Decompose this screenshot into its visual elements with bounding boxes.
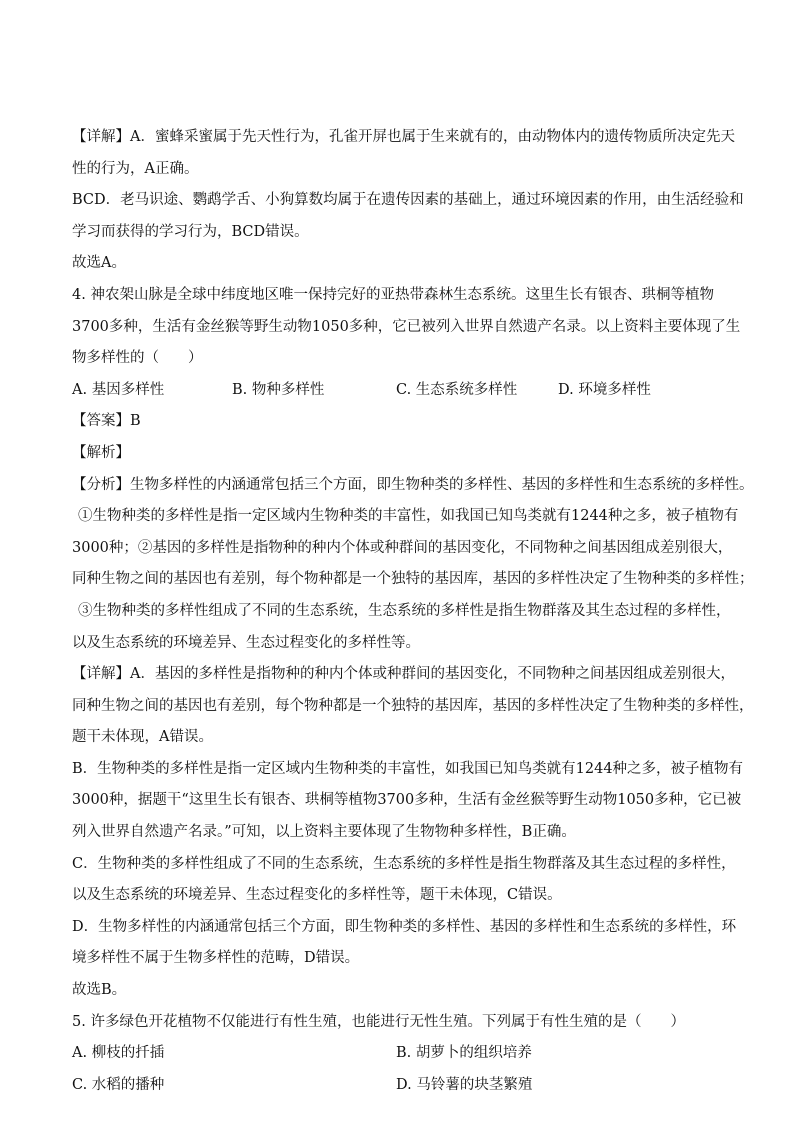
text-line: 列入世界自然遗产名录。”可知，以上资料主要体现了生物物种多样性，B正确。	[72, 824, 576, 841]
question-5-options-row-2	[72, 1070, 732, 1102]
option-c: C. 生态系统多样性	[396, 381, 518, 398]
option-b: B. 物种多样性	[232, 381, 325, 398]
text-line: 【分析】生物多样性的内涵通常包括三个方面，即生物种类的多样性、基因的多样性和生态系统的多样性。	[72, 476, 754, 493]
text-line: 故选B。	[72, 982, 127, 999]
text-line: BCD．老马识途、鹦鹉学舌、小狗算数均属于在遗传因素的基础上，通过环境因素的作用，由生活经验和	[72, 192, 744, 209]
text-line: 【详解】A．蜜蜂采蜜属于先天性行为，孔雀开屏也属于生来就有的，由动物体内的遗传物质所决定先天	[72, 129, 735, 145]
text-line: 3000种；②基因的多样性是指物种的种内个体或种群间的基因变化，不同物种之间基因组成差别很大，	[72, 539, 733, 556]
text-line: 以及生态系统的环境差异、生态过程变化的多样性等。	[72, 634, 420, 651]
option-c: C. 水稻的播种	[72, 1076, 165, 1093]
text-line: 同种生物之间的基因也有差别，每个物种都是一个独特的基因库，基因的多样性决定了生物种类的多样性，	[72, 697, 754, 714]
text-line: 学习而获得的学习行为，BCD错误。	[72, 223, 309, 240]
text-line: 3700多种，生活有金丝猴等野生动物1050多种，它已被列入世界自然遗产名录。以上资料主要体现了生	[72, 318, 741, 335]
text-line: 境多样性不属于生物多样性的范畴，D错误。	[72, 950, 360, 967]
text-line: B．生物种类的多样性是指一定区域内生物种类的丰富性，如我国已知鸟类就有1244种之多，被子植物有	[72, 760, 744, 777]
question-4-options	[72, 375, 732, 407]
text-line: D．生物多样性的内涵通常包括三个方面，即生物种类的多样性、基因的多样性和生态系统的多样性，环	[72, 918, 737, 935]
text-line: ③生物种类的多样性组成了不同的生态系统，生态系统的多样性是指生物群落及其生态过程的多样性，	[78, 602, 731, 619]
option-d: D. 环境多样性	[558, 381, 651, 398]
document-page	[72, 122, 754, 1101]
analysis-heading: 【解析】	[72, 444, 130, 461]
option-a: A. 柳枝的扦插	[72, 1045, 165, 1062]
option-a: A. 基因多样性	[72, 381, 165, 398]
text-line: 物多样性的（ ）	[72, 350, 203, 367]
text-line: 故选A。	[72, 255, 126, 272]
text-line: 以及生态系统的环境差异、生态过程变化的多样性等，题干未体现，C错误。	[72, 887, 562, 904]
text-line: 性的行为，A正确。	[72, 160, 199, 177]
option-d: D. 马铃薯的块茎繁殖	[396, 1076, 533, 1093]
question-4-stem: 4. 神农架山脉是全球中纬度地区唯一保持完好的亚热带森林生态系统。这里生长有银杏、珙桐等植物	[72, 286, 714, 303]
text-line: 【详解】A．基因的多样性是指物种的种内个体或种群间的基因变化，不同物种之间基因组成差别很大，	[72, 666, 735, 683]
question-5-stem: 5. 许多绿色开花植物不仅能进行有性生殖，也能进行无性生殖。下列属于有性生殖的是（ ）	[72, 1013, 685, 1030]
text-line: ①生物种类的多样性是指一定区域内生物种类的丰富性，如我国已知鸟类就有1244种之多，被子植物有	[78, 508, 739, 525]
question-5-options-row-1	[72, 1038, 732, 1070]
text-line: 题干未体现，A错误。	[72, 729, 213, 746]
text-line: 同种生物之间的基因也有差别，每个物种都是一个独特的基因库，基因的多样性决定了生物种类的多样性；	[72, 571, 754, 588]
answer-label: 【答案】B	[72, 413, 141, 430]
option-b: B. 胡萝卜的组织培养	[396, 1045, 532, 1062]
text-line: C．生物种类的多样性组成了不同的生态系统，生态系统的多样性是指生物群落及其生态过程的多样性，	[72, 855, 736, 872]
text-line: 3000种，据题干“这里生长有银杏、珙桐等植物3700多种，生活有金丝猴等野生动物1050多种，它已被	[72, 792, 742, 809]
